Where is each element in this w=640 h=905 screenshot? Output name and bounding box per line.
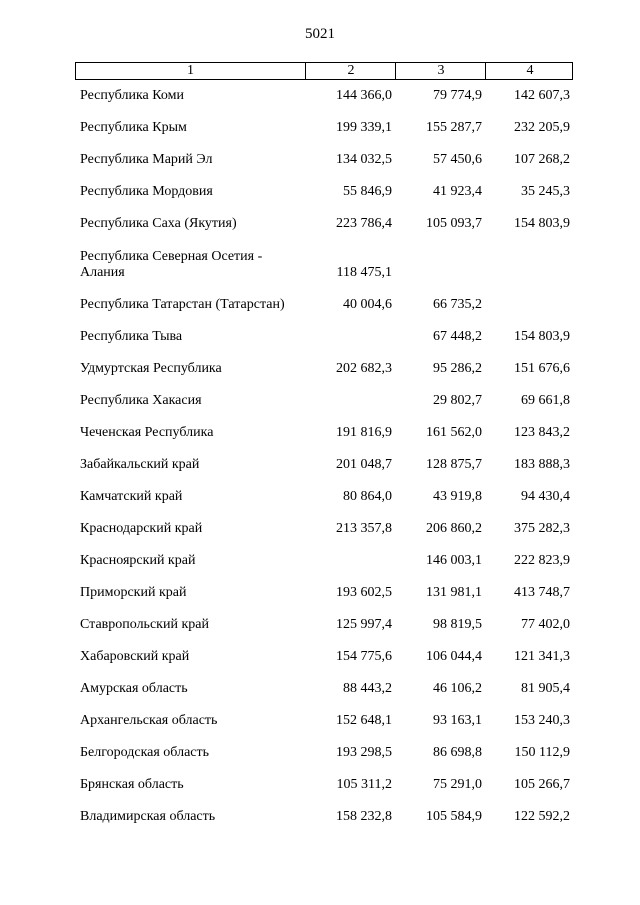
region-name: Амурская область bbox=[80, 681, 188, 696]
value-cell-3: 67 448,2 bbox=[433, 329, 482, 344]
region-name: Республика Марий Эл bbox=[80, 152, 213, 167]
value-cell-3: 105 584,9 bbox=[426, 809, 482, 824]
value-cell-2: 55 846,9 bbox=[343, 184, 392, 199]
region-name: Республика Татарстан (Татарстан) bbox=[80, 297, 285, 312]
value-cell-2: 223 786,4 bbox=[336, 216, 392, 231]
column-header-3: 3 bbox=[395, 63, 486, 79]
column-header-4: 4 bbox=[485, 63, 574, 79]
value-cell-3: 131 981,1 bbox=[426, 585, 482, 600]
value-cell-4: 150 112,9 bbox=[514, 745, 570, 760]
value-cell-4: 105 266,7 bbox=[514, 777, 570, 792]
value-cell-4: 122 592,2 bbox=[514, 809, 570, 824]
region-name: Республика Коми bbox=[80, 88, 184, 103]
value-cell-2: 80 864,0 bbox=[343, 489, 392, 504]
value-cell-2: 105 311,2 bbox=[336, 777, 392, 792]
value-cell-4: 413 748,7 bbox=[514, 585, 570, 600]
value-cell-2: 88 443,2 bbox=[343, 681, 392, 696]
value-cell-3: 206 860,2 bbox=[426, 521, 482, 536]
value-cell-3: 98 819,5 bbox=[433, 617, 482, 632]
value-cell-2: 193 298,5 bbox=[336, 745, 392, 760]
value-cell-4: 77 402,0 bbox=[521, 617, 570, 632]
region-name: Забайкальский край bbox=[80, 457, 200, 472]
value-cell-3: 79 774,9 bbox=[433, 88, 482, 103]
region-name: Удмуртская Республика bbox=[80, 361, 222, 376]
value-cell-2: 213 357,8 bbox=[336, 521, 392, 536]
value-cell-4: 94 430,4 bbox=[521, 489, 570, 504]
region-name: Ставропольский край bbox=[80, 617, 209, 632]
page-number: 5021 bbox=[305, 26, 335, 42]
region-name-continuation: Алания bbox=[80, 265, 125, 280]
region-name: Республика Тыва bbox=[80, 329, 183, 344]
value-cell-4: 81 905,4 bbox=[521, 681, 570, 696]
value-cell-3: 29 802,7 bbox=[433, 393, 482, 408]
value-cell-3: 155 287,7 bbox=[426, 120, 482, 135]
value-cell-4: 222 823,9 bbox=[514, 553, 570, 568]
region-name: Красноярский край bbox=[80, 553, 196, 568]
region-name: Республика Северная Осетия - bbox=[80, 249, 263, 264]
region-name: Республика Мордовия bbox=[80, 184, 213, 199]
value-cell-4: 142 607,3 bbox=[514, 88, 570, 103]
region-name: Республика Крым bbox=[80, 120, 187, 135]
region-name: Архангельская область bbox=[80, 713, 218, 728]
region-name: Хабаровский край bbox=[80, 649, 190, 664]
value-cell-2: 191 816,9 bbox=[336, 425, 392, 440]
value-cell-3: 75 291,0 bbox=[433, 777, 482, 792]
value-cell-3: 43 919,8 bbox=[433, 489, 482, 504]
value-cell-2: 154 775,6 bbox=[336, 649, 392, 664]
value-cell-2: 202 682,3 bbox=[336, 361, 392, 376]
value-cell-4: 69 661,8 bbox=[521, 393, 570, 408]
value-cell-2: 118 475,1 bbox=[336, 265, 392, 280]
region-name: Брянская область bbox=[80, 777, 184, 792]
value-cell-2: 201 048,7 bbox=[336, 457, 392, 472]
value-cell-2: 158 232,8 bbox=[336, 809, 392, 824]
value-cell-3: 46 106,2 bbox=[433, 681, 482, 696]
value-cell-3: 95 286,2 bbox=[433, 361, 482, 376]
value-cell-3: 41 923,4 bbox=[433, 184, 482, 199]
region-name: Республика Саха (Якутия) bbox=[80, 216, 237, 231]
table-header bbox=[75, 62, 573, 80]
value-cell-4: 232 205,9 bbox=[514, 120, 570, 135]
value-cell-4: 153 240,3 bbox=[514, 713, 570, 728]
region-name: Краснодарский край bbox=[80, 521, 203, 536]
value-cell-2: 152 648,1 bbox=[336, 713, 392, 728]
value-cell-4: 154 803,9 bbox=[514, 329, 570, 344]
region-name: Камчатский край bbox=[80, 489, 183, 504]
value-cell-4: 375 282,3 bbox=[514, 521, 570, 536]
region-name: Владимирская область bbox=[80, 809, 216, 824]
value-cell-4: 107 268,2 bbox=[514, 152, 570, 167]
value-cell-3: 106 044,4 bbox=[426, 649, 482, 664]
value-cell-2: 134 032,5 bbox=[336, 152, 392, 167]
value-cell-2: 40 004,6 bbox=[343, 297, 392, 312]
value-cell-3: 161 562,0 bbox=[426, 425, 482, 440]
value-cell-3: 146 003,1 bbox=[426, 553, 482, 568]
value-cell-4: 154 803,9 bbox=[514, 216, 570, 231]
region-name: Чеченская Республика bbox=[80, 425, 214, 440]
value-cell-2: 193 602,5 bbox=[336, 585, 392, 600]
value-cell-2: 144 366,0 bbox=[336, 88, 392, 103]
region-name: Приморский край bbox=[80, 585, 187, 600]
value-cell-4: 123 843,2 bbox=[514, 425, 570, 440]
value-cell-3: 93 163,1 bbox=[433, 713, 482, 728]
value-cell-3: 105 093,7 bbox=[426, 216, 482, 231]
value-cell-3: 128 875,7 bbox=[426, 457, 482, 472]
value-cell-2: 125 997,4 bbox=[336, 617, 392, 632]
region-name: Белгородская область bbox=[80, 745, 210, 760]
value-cell-4: 183 888,3 bbox=[514, 457, 570, 472]
value-cell-3: 66 735,2 bbox=[433, 297, 482, 312]
value-cell-3: 86 698,8 bbox=[433, 745, 482, 760]
value-cell-4: 35 245,3 bbox=[521, 184, 570, 199]
region-name: Республика Хакасия bbox=[80, 393, 202, 408]
value-cell-4: 121 341,3 bbox=[514, 649, 570, 664]
value-cell-4: 151 676,6 bbox=[514, 361, 570, 376]
column-header-1: 1 bbox=[187, 63, 194, 78]
value-cell-3: 57 450,6 bbox=[433, 152, 482, 167]
value-cell-2: 199 339,1 bbox=[336, 120, 392, 135]
column-header-2: 2 bbox=[305, 63, 396, 79]
